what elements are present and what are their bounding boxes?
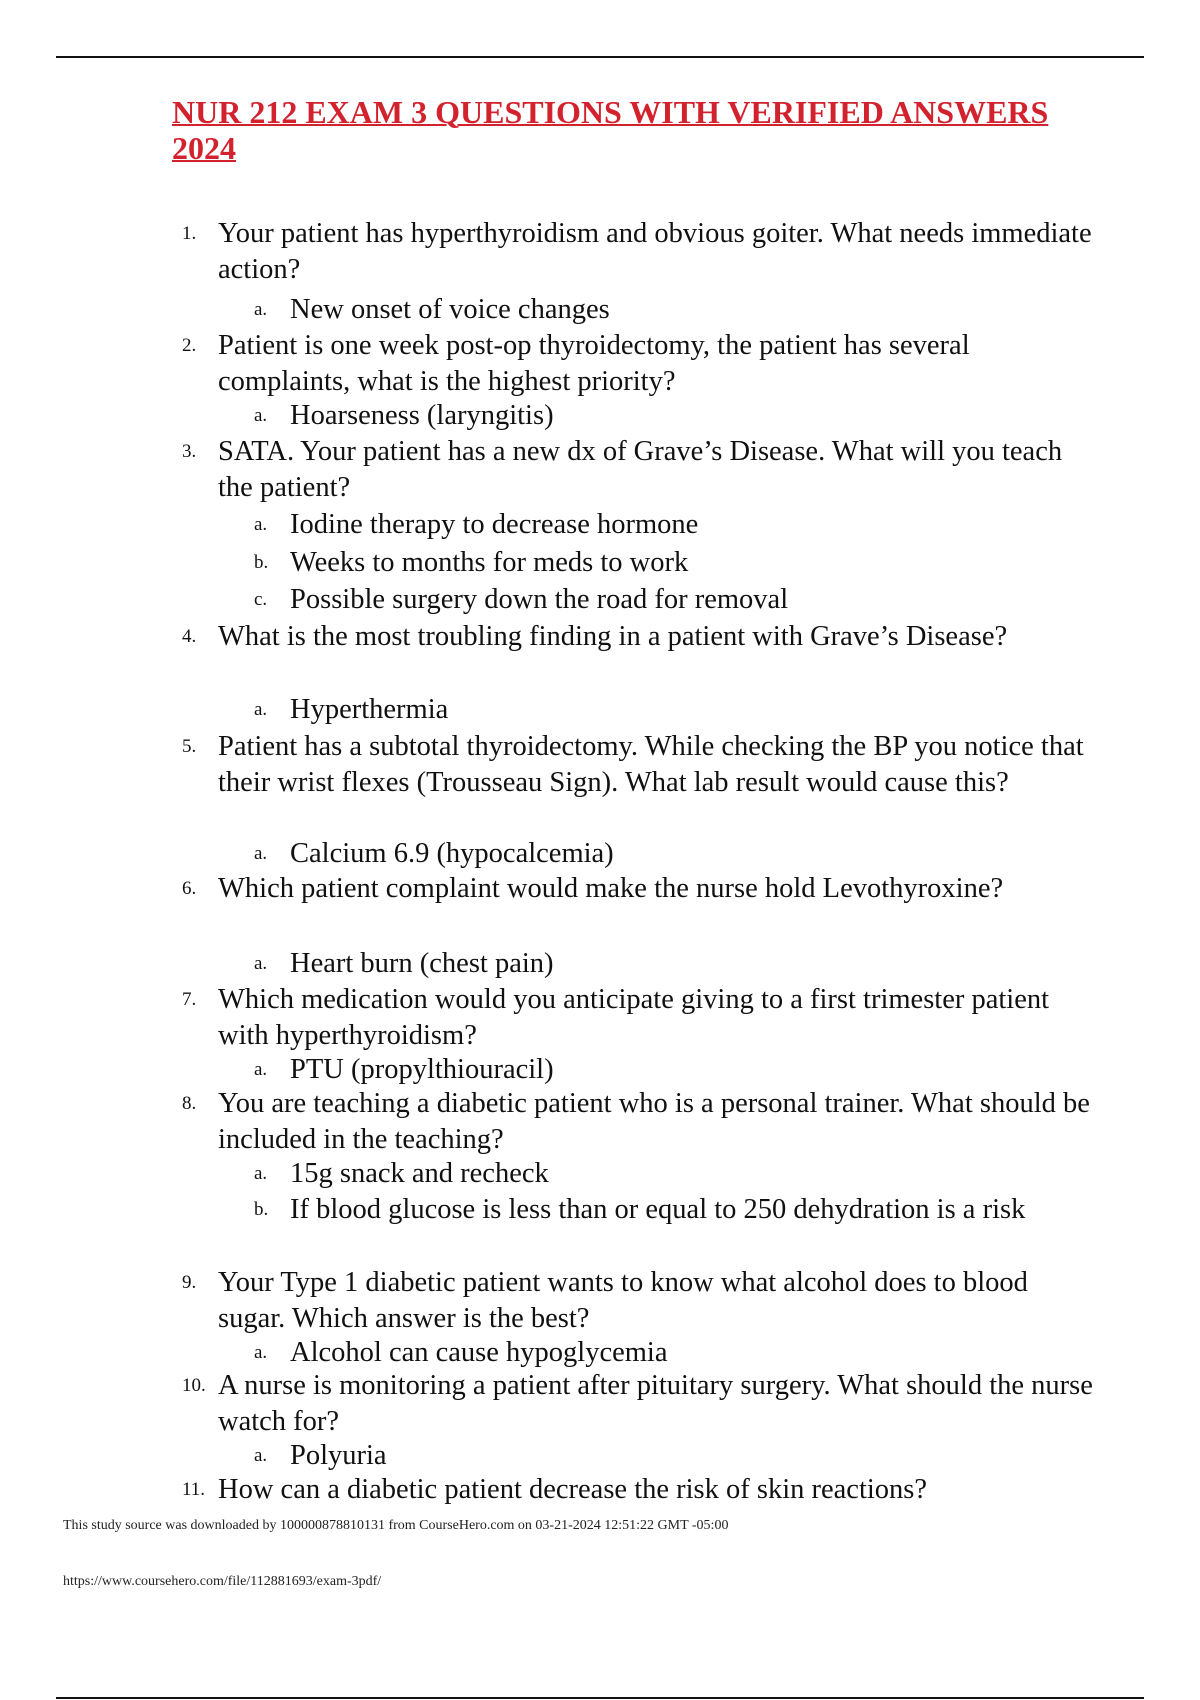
source-url: https://www.coursehero.com/file/112881693/exam-3pdf/ xyxy=(63,1574,382,1589)
answer-text: If blood glucose is less than or equal to 250 dehydration is a risk xyxy=(290,1194,1026,1225)
question-text: Which patient complaint would make the nurse hold Levothyroxine? xyxy=(218,873,1004,904)
question-text: Your Type 1 diabetic patient wants to know what alcohol does to blood sugar. Which answer is the best? xyxy=(218,1267,1028,1334)
question-text: Which medication would you anticipate giving to a first trimester patient with hyperthyroidism? xyxy=(218,984,1050,1051)
document-title: NUR 212 EXAM 3 QUESTIONS WITH VERIFIED ANSWERS 2024 xyxy=(172,94,1049,166)
question-text: A nurse is monitoring a patient after pituitary surgery. What should the nurse watch for? xyxy=(218,1370,1093,1437)
question-text: How can a diabetic patient decrease the risk of skin reactions? xyxy=(218,1474,928,1505)
answer-text: Possible surgery down the road for removal xyxy=(290,584,789,615)
question-number: 4. xyxy=(182,626,197,647)
answer-letter: a. xyxy=(254,514,268,535)
answer-letter: a. xyxy=(254,405,268,426)
answer-text: Hyperthermia xyxy=(290,694,449,725)
question-text: Patient has a subtotal thyroidectomy. While checking the BP you notice that their wrist flexes (Trousseau Sign). What lab result would cause this? xyxy=(218,731,1084,798)
question-number: 6. xyxy=(182,878,197,899)
answer-letter: a. xyxy=(254,1342,268,1363)
answer-text: Hoarseness (laryngitis) xyxy=(290,400,554,431)
question-number: 3. xyxy=(182,441,197,462)
answer-letter: a. xyxy=(254,953,268,974)
top-rule xyxy=(56,56,1144,58)
question-number: 2. xyxy=(182,335,197,356)
answer-text: Weeks to months for meds to work xyxy=(290,547,689,578)
answer-text: PTU (propylthiouracil) xyxy=(290,1054,554,1085)
question-number: 8. xyxy=(182,1093,197,1114)
answer-letter: a. xyxy=(254,1059,268,1080)
answer-text: 15g snack and recheck xyxy=(290,1158,549,1189)
source-notice: This study source was downloaded by 100000878810131 from CourseHero.com on 03-21-2024 12:51:22 GMT -05:00 xyxy=(63,1518,729,1533)
answer-text: Calcium 6.9 (hypocalcemia) xyxy=(290,838,614,869)
answer-text: New onset of voice changes xyxy=(290,294,610,325)
answer-letter: c. xyxy=(254,589,268,610)
answer-letter: b. xyxy=(254,1199,269,1220)
bottom-rule xyxy=(56,1697,1144,1699)
question-text: What is the most troubling finding in a patient with Grave’s Disease? xyxy=(218,621,1008,652)
question-text: SATA. Your patient has a new dx of Grave’s Disease. What will you teach the patient? xyxy=(218,436,1063,503)
question-number: 10. xyxy=(182,1375,206,1396)
question-number: 11. xyxy=(182,1479,206,1500)
answer-text: Iodine therapy to decrease hormone xyxy=(290,509,699,540)
answer-text: Polyuria xyxy=(290,1440,387,1471)
question-number: 9. xyxy=(182,1272,197,1293)
question-number: 1. xyxy=(182,223,197,244)
answer-text: Alcohol can cause hypoglycemia xyxy=(290,1337,668,1368)
question-number: 7. xyxy=(182,989,197,1010)
question-text: Patient is one week post-op thyroidectomy, the patient has several complaints, what is the highest priority? xyxy=(218,330,970,397)
question-text: You are teaching a diabetic patient who is a personal trainer. What should be included in the teaching? xyxy=(218,1088,1090,1155)
answer-letter: a. xyxy=(254,299,268,320)
answer-letter: b. xyxy=(254,552,269,573)
answer-letter: a. xyxy=(254,1445,268,1466)
question-number: 5. xyxy=(182,736,197,757)
answer-letter: a. xyxy=(254,843,268,864)
question-text: Your patient has hyperthyroidism and obvious goiter. What needs immediate action? xyxy=(218,218,1092,285)
answer-letter: a. xyxy=(254,1163,268,1184)
answer-letter: a. xyxy=(254,699,268,720)
answer-text: Heart burn (chest pain) xyxy=(290,948,554,979)
